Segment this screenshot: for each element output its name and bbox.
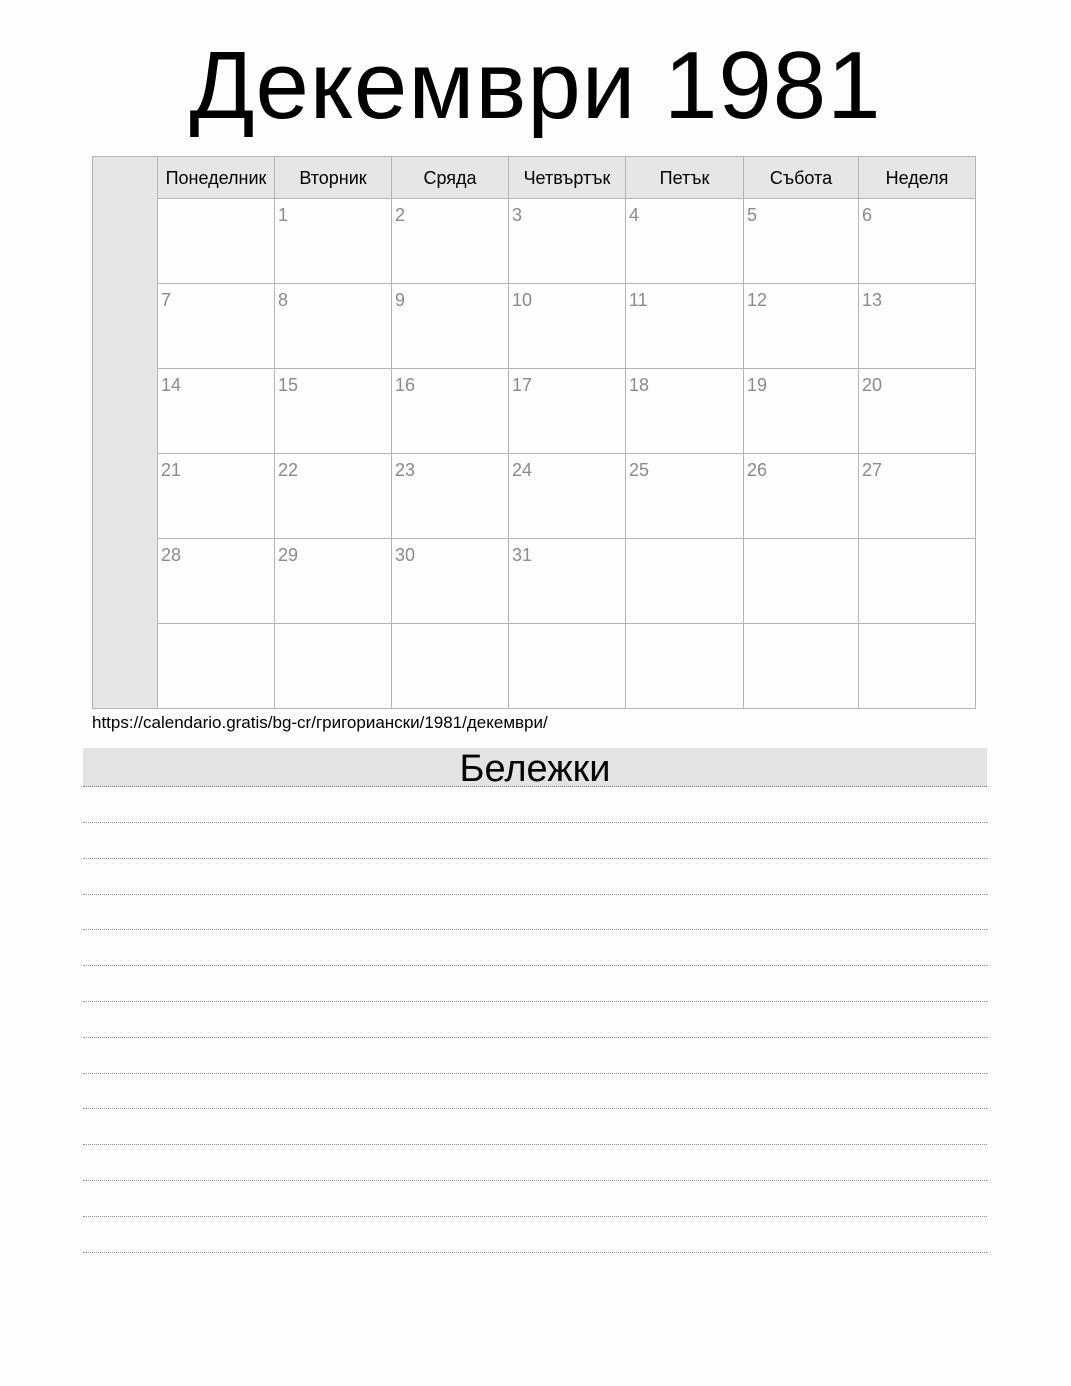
day-number: 16 xyxy=(395,375,416,395)
day-number: 1 xyxy=(278,205,289,225)
day-cell[interactable] xyxy=(391,454,508,539)
day-number: 31 xyxy=(512,545,533,565)
day-cell[interactable] xyxy=(743,624,858,708)
day-cell[interactable] xyxy=(391,199,508,284)
day-cell[interactable] xyxy=(858,454,975,539)
day-number: 19 xyxy=(747,375,768,395)
notes-line xyxy=(83,1144,987,1145)
day-number: 25 xyxy=(629,460,650,480)
day-number: 9 xyxy=(395,290,406,310)
day-cell[interactable] xyxy=(274,624,391,708)
day-number: 22 xyxy=(278,460,299,480)
day-cell[interactable] xyxy=(274,199,391,284)
weekday-header: Събота xyxy=(743,157,858,199)
day-cell[interactable] xyxy=(274,369,391,454)
day-cell[interactable] xyxy=(625,369,743,454)
page-title: Декември 1981 xyxy=(189,32,882,139)
day-number: 17 xyxy=(512,375,533,395)
day-number: 12 xyxy=(747,290,768,310)
day-cell[interactable] xyxy=(274,539,391,624)
day-cell[interactable] xyxy=(858,539,975,624)
day-cell[interactable] xyxy=(157,539,274,624)
day-cell[interactable] xyxy=(508,284,625,369)
day-number: 3 xyxy=(512,205,523,225)
day-number: 28 xyxy=(161,545,182,565)
notes-line xyxy=(83,965,987,966)
day-number: 30 xyxy=(395,545,416,565)
day-cell[interactable] xyxy=(391,369,508,454)
weekday-header: Четвъртък xyxy=(508,157,625,199)
day-number: 13 xyxy=(862,290,883,310)
day-cell[interactable] xyxy=(274,454,391,539)
day-number: 18 xyxy=(629,375,650,395)
notes-line xyxy=(83,1073,987,1074)
notes-line xyxy=(83,929,987,930)
source-url[interactable]: https://calendario.gratis/bg-cr/григориански/1981/декември/ xyxy=(92,713,548,732)
notes-line xyxy=(83,1216,987,1217)
day-number: 29 xyxy=(278,545,299,565)
day-number: 10 xyxy=(512,290,533,310)
day-cell[interactable] xyxy=(508,539,625,624)
day-cell[interactable] xyxy=(858,284,975,369)
notes-line xyxy=(83,858,987,859)
day-cell[interactable] xyxy=(157,369,274,454)
day-cell[interactable] xyxy=(625,539,743,624)
day-number: 27 xyxy=(862,460,883,480)
day-cell[interactable] xyxy=(625,199,743,284)
day-cell[interactable] xyxy=(157,284,274,369)
day-cell[interactable] xyxy=(743,539,858,624)
notes-line xyxy=(83,822,987,823)
weekday-header: Петък xyxy=(625,157,743,199)
notes-heading: Бележки xyxy=(83,748,987,787)
day-cell[interactable] xyxy=(743,454,858,539)
weekday-header: Сряда xyxy=(391,157,508,199)
notes-line xyxy=(83,1108,987,1109)
day-cell[interactable] xyxy=(157,454,274,539)
day-number: 14 xyxy=(161,375,182,395)
notes-line xyxy=(83,1001,987,1002)
day-number: 8 xyxy=(278,290,289,310)
notes-line xyxy=(83,1252,987,1253)
day-cell[interactable] xyxy=(157,199,274,284)
day-cell[interactable] xyxy=(391,539,508,624)
day-cell[interactable] xyxy=(625,454,743,539)
day-cell[interactable] xyxy=(743,369,858,454)
day-number: 21 xyxy=(161,460,182,480)
day-cell[interactable] xyxy=(858,624,975,708)
week-number-column xyxy=(93,157,158,708)
weekday-header: Неделя xyxy=(858,157,975,199)
day-number: 5 xyxy=(747,205,758,225)
day-cell[interactable] xyxy=(508,199,625,284)
day-number: 6 xyxy=(862,205,873,225)
weekday-header: Понеделник xyxy=(157,157,274,199)
day-number: 20 xyxy=(862,375,883,395)
notes-line xyxy=(83,1037,987,1038)
notes-line xyxy=(83,1180,987,1181)
day-cell[interactable] xyxy=(743,284,858,369)
day-cell[interactable] xyxy=(858,369,975,454)
day-number: 23 xyxy=(395,460,416,480)
day-cell[interactable] xyxy=(743,199,858,284)
day-cell[interactable] xyxy=(508,454,625,539)
day-cell[interactable] xyxy=(274,284,391,369)
day-cell[interactable] xyxy=(508,369,625,454)
day-cell[interactable] xyxy=(157,624,274,708)
day-number: 2 xyxy=(395,205,406,225)
day-cell[interactable] xyxy=(625,284,743,369)
day-number: 24 xyxy=(512,460,533,480)
day-cell[interactable] xyxy=(508,624,625,708)
day-number: 4 xyxy=(629,205,640,225)
day-number: 26 xyxy=(747,460,768,480)
day-number: 7 xyxy=(161,290,172,310)
weekday-header: Вторник xyxy=(274,157,391,199)
day-cell[interactable] xyxy=(391,624,508,708)
notes-line xyxy=(83,894,987,895)
calendar-grid xyxy=(92,156,976,709)
day-cell[interactable] xyxy=(625,624,743,708)
day-cell[interactable] xyxy=(391,284,508,369)
day-cell[interactable] xyxy=(858,199,975,284)
day-number: 11 xyxy=(629,290,648,310)
day-number: 15 xyxy=(278,375,299,395)
